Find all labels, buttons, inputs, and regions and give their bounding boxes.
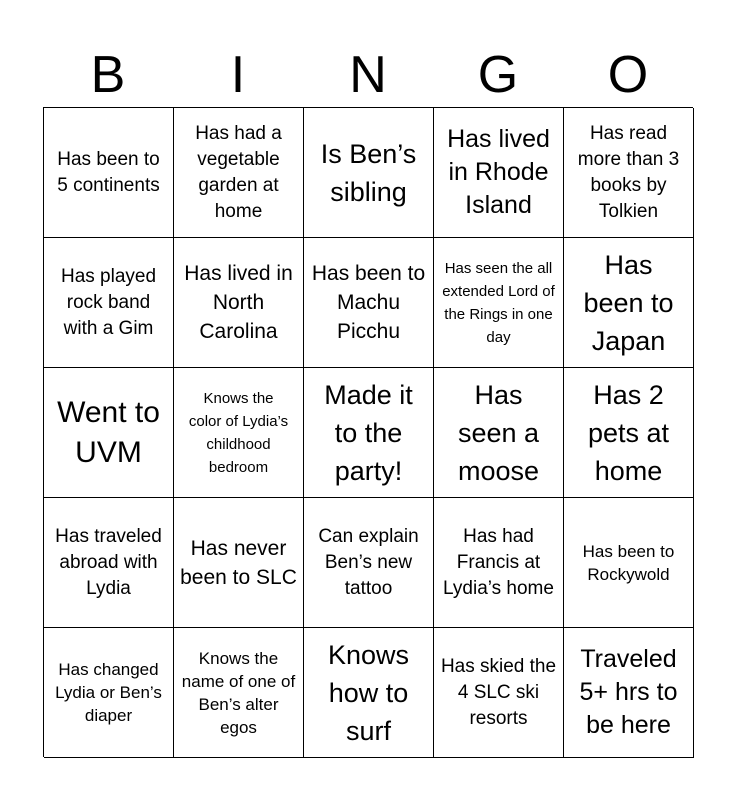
bingo-cell[interactable] [174,108,304,238]
bingo-header [43,42,693,108]
cell-text: Has changed Lydia or Ben’s diaper [55,660,162,725]
cell-text: Has seen the all extended Lord of the Rings in one day [442,259,555,346]
bingo-cell[interactable] [564,498,694,628]
cell-text: Has lived in Rhode Island [447,125,550,219]
bingo-cell[interactable] [434,368,564,498]
bingo-cell[interactable] [564,368,694,498]
cell-text: Knows the color of Lydia’s childhood bedroom [188,389,289,476]
cell-text: Went to UVM [57,395,160,469]
cell-text: Can explain Ben’s new tattoo [318,525,419,599]
header-letter-b: B [90,46,126,104]
bingo-cell[interactable] [44,368,174,498]
cell-text: Made it to the party! [324,379,413,486]
header-letter-g: G [477,46,519,104]
header-letter-n: N [349,46,387,104]
bingo-cell[interactable] [44,498,174,628]
header-letter-i: I [230,46,246,104]
bingo-grid [43,107,693,757]
bingo-cell[interactable] [564,108,694,238]
cell-text: Has had Francis at Lydia’s home [443,525,554,599]
bingo-cell[interactable] [304,498,434,628]
bingo-cell[interactable] [174,368,304,498]
bingo-cell[interactable] [174,498,304,628]
bingo-cell[interactable] [174,238,304,368]
bingo-cell[interactable] [174,628,304,758]
cell-text: Traveled 5+ hrs to be here [579,645,678,739]
header-letter-o: O [607,46,649,104]
cell-text: Has been to 5 continents [57,148,160,196]
cell-text: Has been to Rockywold [582,541,675,584]
bingo-cell[interactable] [304,628,434,758]
bingo-cell[interactable] [304,368,434,498]
bingo-cell[interactable] [44,628,174,758]
bingo-cell[interactable] [434,498,564,628]
bingo-cell[interactable] [434,238,564,368]
cell-text: Has been to Machu Picchu [311,262,426,343]
cell-text: Has never been to SLC [180,536,297,589]
bingo-cell[interactable] [44,238,174,368]
cell-text: Has seen a moose [457,379,540,486]
cell-text: Has been to Japan [583,249,674,356]
cell-text: Knows how to surf [327,639,410,746]
cell-text: Knows the name of one of Ben’s alter egos [181,648,296,737]
bingo-cell[interactable] [304,108,434,238]
cell-text: Is Ben’s sibling [320,138,417,207]
cell-text: Has 2 pets at home [587,379,670,486]
bingo-cell[interactable] [434,108,564,238]
cell-text: Has lived in North Carolina [184,262,293,343]
bingo-cell[interactable] [564,238,694,368]
bingo-cell[interactable] [434,628,564,758]
cell-text: Has played rock band with a Gim [60,265,157,339]
cell-text: Has traveled abroad with Lydia [55,525,162,599]
bingo-cell[interactable] [304,238,434,368]
cell-text: Has skied the 4 SLC ski resorts [440,655,557,729]
cell-text: Has read more than 3 books by Tolkien [577,122,680,222]
bingo-cell[interactable] [564,628,694,758]
cell-text: Has had a vegetable garden at home [195,122,282,222]
bingo-cell[interactable] [44,108,174,238]
